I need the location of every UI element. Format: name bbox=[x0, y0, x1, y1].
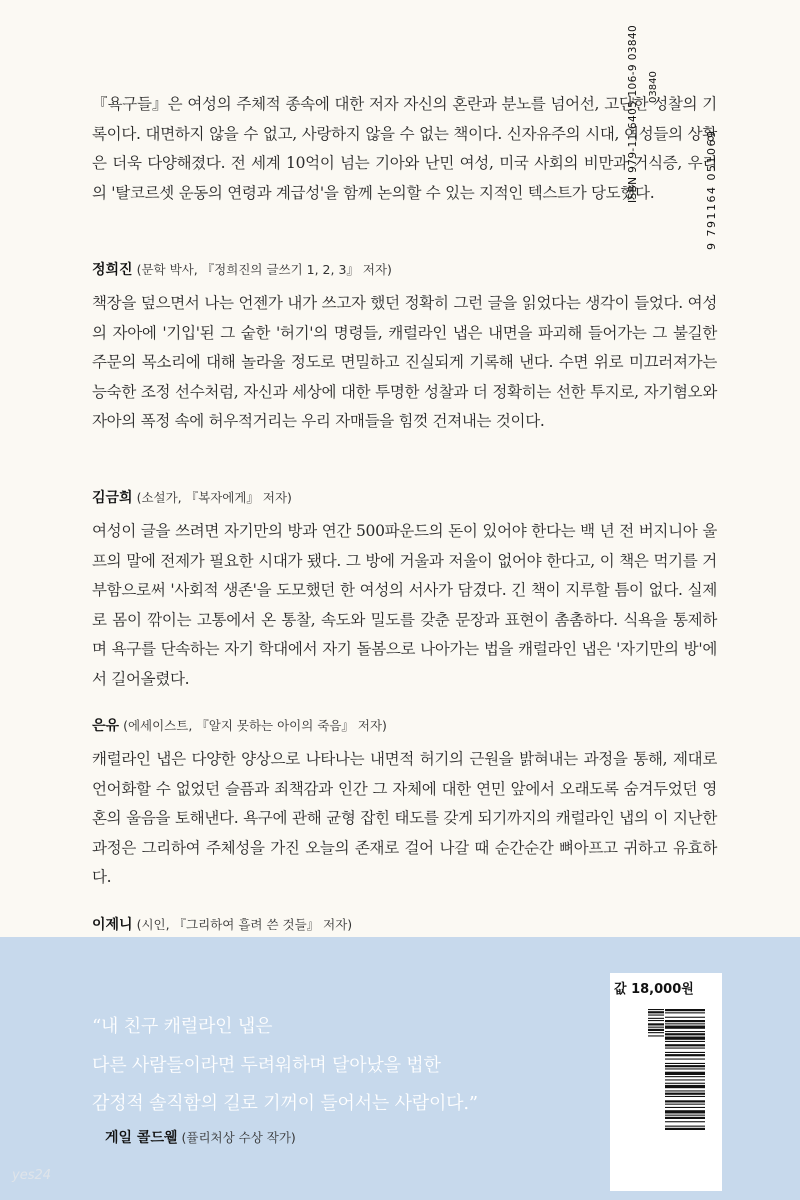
addon-bar bbox=[648, 1023, 664, 1025]
addon-bar bbox=[648, 1011, 664, 1013]
store-watermark: yes24 bbox=[12, 1168, 52, 1183]
pull-quote-credit: (퓰리처상 수상 작가) bbox=[181, 1130, 296, 1145]
blurb-text: 『욕구들』은 여성의 주체적 종속에 대한 저자 자신의 혼란과 분노를 넘어선, 고단한 성찰의 기록이다. 대면하지 않을 수 없고, 사랑하지 않을 수 없는 책이다. 신자유주의 시대, 여성들의 상황은 더욱 다양해졌다. 전 세계 10억이 넘는 기아와 난민 여성, 미국 사회의 비만과 거식증, 우리의 '탈코르셋 운동의 연령과 계급성'을 함께 논의할 수 있는 지적인 텍스트가 당도했다. bbox=[92, 95, 717, 202]
addon-bar bbox=[648, 1029, 664, 1031]
barcode-bar bbox=[665, 1023, 705, 1024]
isbn-barcode bbox=[665, 1009, 705, 1187]
blurb-author: 김금희 bbox=[92, 490, 133, 506]
barcode-bar bbox=[665, 1083, 705, 1084]
blurb-credit: (문학 박사, 『정희진의 글쓰기 1, 2, 3』 저자) bbox=[136, 262, 392, 277]
barcode-bar bbox=[665, 1117, 705, 1119]
barcode-bar bbox=[665, 1026, 705, 1029]
barcode-bar bbox=[665, 1090, 705, 1091]
barcode-bar bbox=[665, 1096, 705, 1097]
barcode-digits: 9 791164 051069 bbox=[705, 129, 718, 250]
barcode-bar bbox=[665, 1052, 705, 1053]
barcode-bar bbox=[665, 1093, 705, 1095]
blurb-attribution bbox=[92, 259, 392, 279]
blurb-credit: (에세이스트, 『알지 못하는 아이의 죽음』 저자) bbox=[123, 718, 387, 733]
blurb-attribution bbox=[92, 487, 292, 507]
addon-bar bbox=[648, 1009, 664, 1010]
barcode-bar bbox=[665, 1041, 705, 1042]
barcode-bar bbox=[665, 1110, 705, 1113]
blurb-text: 책장을 덮으면서 나는 언젠가 내가 쓰고자 했던 정확히 그런 글을 읽었다는 생각이 들었다. 여성의 자아에 '기입'된 그 숱한 '허기'의 명령들, 캐럴라인 냅은 내면을 파괴해 들어가는 그 불길한 주문의 목소리에 대해 놀라울 정도로 면밀하고 진실되게 기록해 낸다. 수면 위로 미끄러져가는 능숙한 조정 선수처럼, 자신과 세상에 대한 투명한 성찰과 더 정확히는 선한 투지로, 자기혐오와 자아의 폭정 속에 허우적거리는 우리 자매들을 힘껏 건져내는 것이다. bbox=[92, 294, 717, 431]
barcode-bar bbox=[665, 1017, 705, 1018]
barcode-bar bbox=[665, 1054, 705, 1056]
barcode-bar bbox=[665, 1037, 705, 1040]
blurb-text: 캐럴라인 냅은 다양한 양상으로 나타나는 내면적 허기의 근원을 밝혀내는 과정을 통해, 제대로 언어화할 수 없었던 슬픔과 죄책감과 인간 그 자체에 대한 연민 앞에서 오래도록 숨겨두었던 영혼의 울음을 토해낸다. 욕구에 관해 균형 잡힌 태도를 갖게 되기까지의 캐럴라인 냅의 이 지난한 과정은 그리하여 주체성을 가진 오늘의 존재로 걸어 나갈 때 순간순간 뼈아프고 귀하고 유효하다. bbox=[92, 750, 717, 887]
blurb-attribution bbox=[92, 914, 352, 934]
barcode-bar bbox=[665, 1068, 705, 1069]
barcode-bar bbox=[665, 1115, 705, 1116]
barcode-bar bbox=[665, 1126, 705, 1127]
barcode-bar bbox=[665, 1031, 705, 1032]
barcode-bar bbox=[665, 1128, 705, 1130]
blurb-author: 은유 bbox=[92, 718, 120, 734]
blurb-credit: (소설가, 『복자에게』 저자) bbox=[136, 490, 292, 505]
pull-quote bbox=[92, 1008, 478, 1124]
blurb-attribution bbox=[92, 715, 387, 735]
blurb-author: 정희진 bbox=[92, 262, 133, 278]
addon-bar bbox=[648, 1018, 664, 1019]
price-label: 값 18,000원 bbox=[614, 982, 694, 997]
barcode-bar bbox=[665, 1063, 705, 1064]
barcode-bar bbox=[665, 1107, 705, 1108]
pull-quote-line: “내 친구 캐럴라인 냅은 bbox=[92, 1016, 273, 1037]
isbn-text: ISBN 979-11-6405-106-9 03840 bbox=[627, 24, 639, 203]
barcode-bar bbox=[665, 1079, 705, 1080]
barcode-bar bbox=[665, 1012, 705, 1013]
barcode-bar bbox=[665, 1100, 705, 1102]
quote-band bbox=[0, 937, 800, 1200]
addon-bar bbox=[648, 1032, 664, 1033]
pull-quote-line: 다른 사람들이라면 두려워하며 달아났을 법한 bbox=[92, 1054, 441, 1076]
barcode-bar bbox=[665, 1033, 705, 1035]
addon-barcode bbox=[648, 1009, 664, 1044]
blurb-author: 이제니 bbox=[92, 917, 133, 933]
addon-bar bbox=[648, 1015, 664, 1016]
barcode-bar bbox=[665, 1048, 705, 1049]
barcode-bar bbox=[665, 1059, 705, 1060]
barcode-bar bbox=[665, 1072, 705, 1075]
blurb-text: 여성이 글을 쓰려면 자기만의 방과 연간 500파운드의 돈이 있어야 한다는 백 년 전 버지니아 울프의 말에 전제가 필요한 시대가 됐다. 그 방에 거울과 저울이 없어야 한다고, 이 책은 먹기를 거부함으로써 '사회적 생존'을 도모했던 한 여성의 서사가 담겼다. 긴 책이 지루할 틈이 없다. 실제로 몸이 깎이는 고통에서 온 통찰, 속도와 밀도를 갖춘 문장과 표현이 촘촘하다. 식욕을 통제하며 욕구를 단속하는 자기 학대에서 자기 돌봄으로 나아가는 법을 캐럴라인 냅은 '자기만의 방'에서 길어올렸다. bbox=[92, 522, 717, 688]
barcode-bar bbox=[665, 1104, 705, 1105]
isbn-addon-text: 03840 bbox=[648, 71, 659, 103]
addon-bar bbox=[648, 1027, 664, 1028]
barcode-bar bbox=[665, 1085, 705, 1088]
blurb-credit: (시인, 『그리하여 흘려 쓴 것들』 저자) bbox=[136, 917, 353, 932]
barcode-bar bbox=[665, 1121, 705, 1122]
barcode-bar bbox=[665, 1044, 705, 1046]
pull-quote-line: 감정적 솔직함의 길로 기꺼이 들어서는 사람이다.” bbox=[92, 1093, 478, 1114]
addon-bar bbox=[648, 1020, 664, 1021]
addon-bar bbox=[648, 1035, 664, 1036]
barcode-bar bbox=[665, 1065, 705, 1067]
barcode-bar bbox=[665, 1076, 705, 1077]
barcode-bar bbox=[665, 1009, 705, 1011]
pull-quote-author: 게일 콜드웰 bbox=[105, 1130, 178, 1146]
barcode-bar bbox=[665, 1020, 705, 1022]
pull-quote-attribution bbox=[105, 1127, 296, 1147]
